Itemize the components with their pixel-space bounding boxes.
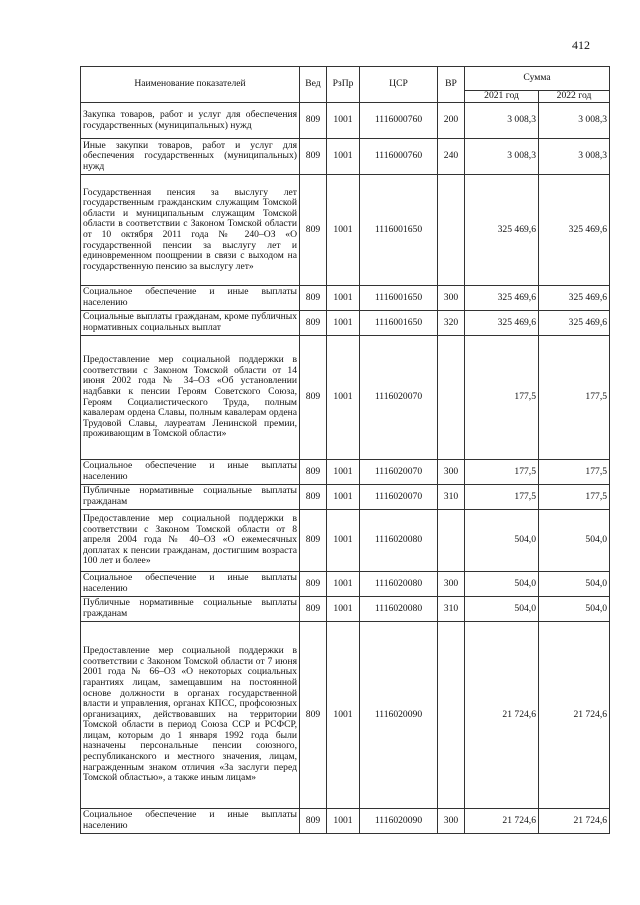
row-sum-2022: 21 724,6	[539, 622, 610, 809]
row-sum-2021: 177,5	[465, 485, 539, 510]
row-rzpr: 1001	[327, 485, 360, 510]
row-csr: 1116001650	[360, 175, 438, 286]
row-vr: 320	[438, 311, 465, 336]
header-year-2022: 2022 год	[539, 91, 610, 103]
row-csr: 1116020070	[360, 460, 438, 485]
header-rzpr: РзПр	[327, 67, 360, 103]
row-vr: 300	[438, 286, 465, 311]
row-vr	[438, 175, 465, 286]
row-sum-2021: 177,5	[465, 336, 539, 460]
row-sum-2022: 177,5	[539, 460, 610, 485]
row-ved: 809	[300, 175, 327, 286]
row-ved: 809	[300, 572, 327, 597]
row-csr: 1116020090	[360, 622, 438, 809]
header-ved: Вед	[300, 67, 327, 103]
header-sum: Сумма	[465, 67, 610, 91]
row-ved: 809	[300, 485, 327, 510]
budget-table	[80, 66, 610, 834]
row-ved: 809	[300, 103, 327, 139]
row-sum-2022: 177,5	[539, 485, 610, 510]
row-sum-2022: 177,5	[539, 336, 610, 460]
row-rzpr: 1001	[327, 286, 360, 311]
row-name: Иные закупки товаров, работ и услуг для обеспечения государственных (муниципальных) нужд	[81, 139, 300, 175]
row-vr	[438, 510, 465, 572]
row-name: Публичные нормативные социальные выплаты гражданам	[81, 597, 300, 622]
table-row	[81, 809, 610, 834]
row-ved: 809	[300, 139, 327, 175]
row-name: Социальное обеспечение и иные выплаты населению	[81, 809, 300, 834]
row-ved: 809	[300, 311, 327, 336]
row-name: Социальное обеспечение и иные выплаты населению	[81, 572, 300, 597]
row-name: Социальное обеспечение и иные выплаты населению	[81, 460, 300, 485]
row-rzpr: 1001	[327, 809, 360, 834]
table-row	[81, 103, 610, 139]
row-rzpr: 1001	[327, 139, 360, 175]
row-sum-2022: 504,0	[539, 597, 610, 622]
row-rzpr: 1001	[327, 572, 360, 597]
row-sum-2021: 325 469,6	[465, 311, 539, 336]
row-ved: 809	[300, 336, 327, 460]
row-sum-2021: 3 008,3	[465, 139, 539, 175]
row-name: Государственная пенсия за выслугу лет государственным гражданским служащим Томской области и муниципальным служащим Томской области в соответствии с Законом Томской области от 10 октября 2011 года № 240–ОЗ «О государственной пенсии за выслугу лет и единовременном поощрении в связи с выходом на государственную пенсию за выслугу лет»	[81, 175, 300, 286]
row-rzpr: 1001	[327, 510, 360, 572]
table-row	[81, 510, 610, 572]
page-number: 412	[572, 38, 590, 52]
row-sum-2021: 325 469,6	[465, 286, 539, 311]
row-sum-2022: 3 008,3	[539, 139, 610, 175]
row-sum-2022: 504,0	[539, 572, 610, 597]
row-rzpr: 1001	[327, 103, 360, 139]
row-csr: 1116000760	[360, 103, 438, 139]
table-row	[81, 286, 610, 311]
row-vr: 200	[438, 103, 465, 139]
row-name: Предоставление мер социальной поддержки в соответствии с Законом Томской области от 7 июня 2001 года № 66–ОЗ «О некоторых социальных гарантиях лицам, замещавшим на постоянной основе должности в органах государственной власти и управления, органах КПСС, профсоюзных организациях, действовавших на территории Томской области в период Союза ССР и РСФСР, лицам, которым до 1 января 1992 года были назначены персональные пенсии союзного, республиканского и местного значения, лицам, награжденным знаком отличия «За заслуги перед Томской областью», а также иным лицам»	[81, 622, 300, 809]
table-row	[81, 622, 610, 809]
row-sum-2021: 504,0	[465, 597, 539, 622]
header-vr: ВР	[438, 67, 465, 103]
row-sum-2021: 21 724,6	[465, 622, 539, 809]
row-vr	[438, 336, 465, 460]
row-sum-2021: 504,0	[465, 510, 539, 572]
header-name: Наименование показателей	[81, 67, 300, 103]
row-sum-2022: 325 469,6	[539, 175, 610, 286]
row-csr: 1116020070	[360, 336, 438, 460]
header-year-2021: 2021 год	[465, 91, 539, 103]
row-ved: 809	[300, 622, 327, 809]
row-sum-2022: 325 469,6	[539, 286, 610, 311]
table-row	[81, 597, 610, 622]
row-sum-2022: 21 724,6	[539, 809, 610, 834]
row-sum-2021: 21 724,6	[465, 809, 539, 834]
row-rzpr: 1001	[327, 597, 360, 622]
row-name: Социальные выплаты гражданам, кроме публичных нормативных социальных выплат	[81, 311, 300, 336]
row-vr: 310	[438, 485, 465, 510]
row-rzpr: 1001	[327, 311, 360, 336]
row-ved: 809	[300, 510, 327, 572]
table-row	[81, 139, 610, 175]
row-sum-2022: 325 469,6	[539, 311, 610, 336]
row-name: Социальное обеспечение и иные выплаты населению	[81, 286, 300, 311]
header-csr: ЦСР	[360, 67, 438, 103]
row-rzpr: 1001	[327, 622, 360, 809]
row-name: Предоставление мер социальной поддержки в соответствии с Законом Томской области от 8 апреля 2004 года № 40–ОЗ «О ежемесячных доплатах к пенсии гражданам, достигшим возраста 100 лет и более»	[81, 510, 300, 572]
row-vr: 300	[438, 809, 465, 834]
row-vr: 300	[438, 572, 465, 597]
row-name: Публичные нормативные социальные выплаты гражданам	[81, 485, 300, 510]
table-row	[81, 175, 610, 286]
row-rzpr: 1001	[327, 336, 360, 460]
table-row	[81, 460, 610, 485]
row-sum-2022: 3 008,3	[539, 103, 610, 139]
row-sum-2021: 504,0	[465, 572, 539, 597]
row-name: Предоставление мер социальной поддержки в соответствии с Законом Томской области от 14 июня 2002 года № 34–ОЗ «Об установлении надбавки к пенсии Героям Советского Союза, Героям Социалистического Труда, полным кавалерам ордена Славы, полным кавалерам ордена Трудовой Славы, лауреатам Ленинской премии, проживающим в Томской области»	[81, 336, 300, 460]
row-sum-2021: 177,5	[465, 460, 539, 485]
row-csr: 1116020080	[360, 597, 438, 622]
row-sum-2021: 3 008,3	[465, 103, 539, 139]
row-name: Закупка товаров, работ и услуг для обеспечения государственных (муниципальных) нужд	[81, 103, 300, 139]
row-rzpr: 1001	[327, 175, 360, 286]
row-csr: 1116001650	[360, 286, 438, 311]
row-vr	[438, 622, 465, 809]
row-sum-2022: 504,0	[539, 510, 610, 572]
row-vr: 300	[438, 460, 465, 485]
table-row	[81, 311, 610, 336]
table-row	[81, 572, 610, 597]
row-csr: 1116020090	[360, 809, 438, 834]
row-csr: 1116000760	[360, 139, 438, 175]
row-sum-2021: 325 469,6	[465, 175, 539, 286]
row-ved: 809	[300, 460, 327, 485]
row-ved: 809	[300, 597, 327, 622]
row-csr: 1116020080	[360, 572, 438, 597]
row-vr: 310	[438, 597, 465, 622]
row-vr: 240	[438, 139, 465, 175]
row-csr: 1116001650	[360, 311, 438, 336]
row-csr: 1116020080	[360, 510, 438, 572]
row-rzpr: 1001	[327, 460, 360, 485]
table-row	[81, 485, 610, 510]
row-csr: 1116020070	[360, 485, 438, 510]
row-ved: 809	[300, 286, 327, 311]
table-row	[81, 336, 610, 460]
row-ved: 809	[300, 809, 327, 834]
